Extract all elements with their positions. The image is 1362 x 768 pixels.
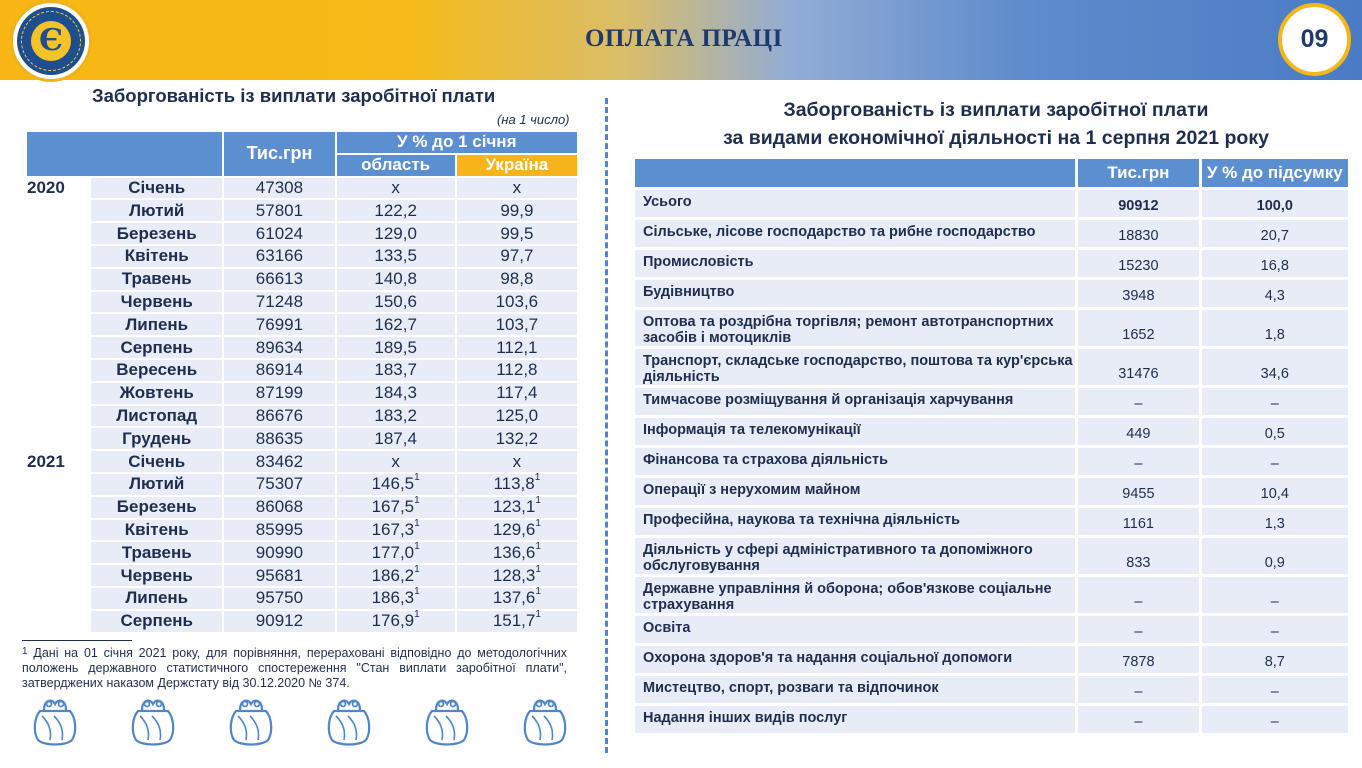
footnote-ref: 1: [414, 540, 420, 552]
percent-cell: 20,7: [1202, 220, 1348, 247]
table-row: [27, 565, 577, 586]
value-cell: 95750: [224, 588, 334, 609]
value-cell: 61024: [224, 223, 334, 244]
percent-cell: 1,3: [1202, 508, 1348, 535]
ukraine-percent-value: 112,8: [496, 360, 538, 380]
footnote-ref: 1: [535, 586, 541, 598]
percent-cell: –: [1202, 388, 1348, 415]
table-row: [27, 497, 577, 518]
region-percent-cell: [337, 565, 455, 586]
ukraine-percent-cell: [457, 565, 577, 586]
value-cell: 90912: [1078, 190, 1198, 217]
table-row: [635, 388, 1348, 415]
activity-name-cell: Фінансова та страхова діяльність: [635, 448, 1075, 475]
value-cell: 86914: [224, 360, 334, 381]
ukraine-percent-cell: [457, 406, 577, 427]
ukraine-percent-value: 103,6: [495, 291, 539, 311]
percent-cell: –: [1202, 676, 1348, 703]
table-row: [27, 611, 577, 632]
activity-name-cell: Освіта: [635, 616, 1075, 643]
footnote-ref: 1: [534, 472, 541, 484]
footnote: [22, 646, 567, 691]
month-cell: Січень: [91, 178, 222, 199]
ukraine-percent-cell: [457, 517, 577, 541]
year-cell: [27, 292, 89, 313]
region-percent-value: 177,0: [371, 542, 415, 562]
year-cell: [27, 406, 89, 427]
ukraine-percent-cell: [457, 223, 577, 244]
table-row: [635, 538, 1348, 574]
right-table-title: [640, 96, 1352, 152]
header-banner: [0, 0, 1362, 80]
footnote-ref: 1: [414, 472, 420, 484]
year-cell: 2021: [27, 451, 89, 472]
region-percent-value: 129,0: [374, 223, 417, 243]
region-percent-value: 162,7: [374, 314, 417, 334]
region-percent-cell: [337, 200, 455, 221]
footnote-ref: 1: [414, 517, 420, 529]
month-cell: Березень: [91, 223, 222, 244]
month-cell: Жовтень: [91, 383, 222, 404]
region-percent-value: х: [391, 451, 400, 471]
footnote-ref: 1: [414, 495, 420, 507]
month-cell: Грудень: [91, 428, 222, 449]
table-row: [635, 646, 1348, 673]
purse-icon: [324, 696, 374, 748]
ukraine-percent-cell: [457, 269, 577, 290]
value-cell: 66613: [224, 269, 334, 290]
ukraine-percent-cell: [457, 428, 577, 449]
table-row: [635, 706, 1348, 733]
value-cell: 15230: [1078, 250, 1198, 277]
ukraine-percent-cell: [457, 451, 577, 472]
table-row: [27, 451, 577, 472]
month-cell: Листопад: [91, 406, 222, 427]
region-percent-cell: [337, 246, 455, 267]
region-percent-value: 186,2: [371, 565, 415, 585]
activity-name-cell: Будівництво: [635, 280, 1075, 307]
ukraine-percent-value: 136,6: [492, 542, 536, 562]
footnote-ref: 1: [535, 517, 541, 529]
empty-header-cell: [27, 132, 222, 176]
table-row: [635, 220, 1348, 247]
value-cell: 7878: [1078, 646, 1198, 673]
table-row: [635, 280, 1348, 307]
region-percent-cell: [337, 383, 455, 404]
activity-name-cell: Транспорт, складське господарство, поштова та кур'єрська діяльність: [635, 349, 1075, 385]
table-row: [635, 418, 1348, 445]
year-cell: [27, 269, 89, 290]
activity-name-cell: Мистецтво, спорт, розваги та відпочинок: [635, 676, 1075, 703]
year-cell: [27, 383, 89, 404]
year-cell: [27, 611, 89, 632]
region-percent-cell: [337, 588, 455, 609]
value-cell: –: [1078, 448, 1198, 475]
ukraine-percent-cell: [457, 474, 577, 495]
column-header-region: область: [337, 155, 455, 176]
value-cell: 89634: [224, 337, 334, 358]
value-cell: 95681: [224, 565, 334, 586]
ukraine-percent-cell: [457, 246, 577, 267]
region-percent-value: 183,2: [374, 405, 417, 425]
ukraine-percent-cell: [457, 360, 577, 381]
region-percent-cell: [337, 611, 455, 632]
table-row: [635, 616, 1348, 643]
region-percent-value: 189,5: [374, 337, 417, 357]
region-percent-value: 184,3: [374, 383, 417, 403]
value-cell: –: [1078, 616, 1198, 643]
activity-name-cell: Діяльність у сфері адміністративного та допоміжного обслуговування: [635, 538, 1075, 574]
value-cell: –: [1078, 577, 1198, 613]
region-percent-value: 150,6: [374, 291, 417, 311]
percent-cell: 8,7: [1202, 646, 1348, 673]
table-row: [27, 246, 577, 267]
purse-icon: [422, 696, 472, 748]
year-cell: [27, 314, 89, 335]
ukraine-percent-value: 129,6: [492, 519, 536, 539]
logo-ring: [21, 11, 81, 71]
panel-divider: [605, 98, 608, 753]
empty-header-cell: [635, 159, 1075, 187]
ukraine-percent-cell: [457, 178, 577, 199]
table-row: [27, 474, 577, 495]
column-header-thousands: Тис.грн: [224, 132, 334, 176]
footnote-mark: 1: [22, 646, 28, 657]
derzhstat-logo: [10, 0, 92, 82]
value-cell: 90990: [224, 542, 334, 563]
month-cell: Травень: [91, 269, 222, 290]
year-cell: [27, 223, 89, 244]
ukraine-percent-value: 113,8: [493, 474, 535, 494]
percent-cell: –: [1202, 448, 1348, 475]
table-row: [27, 588, 577, 609]
value-cell: 86676: [224, 406, 334, 427]
purse-icon: [226, 696, 276, 748]
year-cell: [27, 428, 89, 449]
value-cell: 71248: [224, 292, 334, 313]
region-percent-cell: [337, 517, 455, 541]
year-cell: [27, 200, 89, 221]
percent-cell: 100,0: [1202, 190, 1348, 217]
table-row: [27, 383, 577, 404]
table-row: [27, 337, 577, 358]
value-cell: 83462: [224, 451, 334, 472]
year-cell: 2020: [27, 178, 89, 199]
footnote-ref: 1: [414, 609, 420, 621]
percent-cell: 1,8: [1202, 310, 1348, 346]
table-row: [635, 577, 1348, 613]
activity-name-cell: Інформація та телекомунікації: [635, 418, 1075, 445]
value-cell: 1161: [1078, 508, 1198, 535]
region-percent-cell: [337, 360, 455, 381]
month-cell: Січень: [91, 451, 222, 472]
activity-name-cell: Промисловість: [635, 250, 1075, 277]
region-percent-value: 146,5: [371, 474, 415, 494]
left-table-body: [27, 178, 577, 632]
value-cell: 63166: [224, 246, 334, 267]
value-cell: 449: [1078, 418, 1198, 445]
year-cell: [27, 246, 89, 267]
value-cell: 85995: [224, 520, 334, 541]
logo-letter: Є: [31, 21, 71, 61]
table-row: [635, 676, 1348, 703]
ukraine-percent-value: х: [512, 177, 522, 197]
table-row: [27, 200, 577, 221]
column-header-thousands: Тис.грн: [1078, 159, 1198, 187]
ukraine-percent-cell: [457, 542, 577, 563]
right-title-line2: за видами економічної діяльності на 1 серпня 2021 року: [723, 127, 1269, 149]
month-cell: Липень: [91, 588, 222, 609]
value-cell: 75307: [224, 474, 334, 495]
activity-name-cell: Професійна, наукова та технічна діяльність: [635, 508, 1075, 535]
value-cell: –: [1078, 388, 1198, 415]
activity-name-cell: Державне управління й оборона; обов'язкове соціальне страхування: [635, 577, 1075, 613]
region-percent-cell: [337, 178, 455, 199]
ukraine-percent-value: 99,5: [500, 223, 534, 243]
ukraine-percent-value: х: [512, 451, 522, 471]
ukraine-percent-cell: [457, 337, 577, 358]
month-cell: Квітень: [91, 520, 222, 541]
footnote-ref: 1: [414, 563, 420, 575]
table-row: [635, 250, 1348, 277]
ukraine-percent-value: 125,0: [495, 405, 539, 425]
value-cell: 833: [1078, 538, 1198, 574]
value-cell: 9455: [1078, 478, 1198, 505]
region-percent-value: 133,5: [374, 246, 417, 266]
table-row: [635, 310, 1348, 346]
wage-arrears-by-activity-table: [632, 156, 1351, 736]
region-percent-cell: [337, 428, 455, 449]
activity-name-cell: Операції з нерухомим майном: [635, 478, 1075, 505]
footnote-ref: 1: [535, 563, 541, 575]
region-percent-cell: [337, 269, 455, 290]
ukraine-percent-value: 123,1: [492, 497, 536, 517]
activity-name-cell: Усього: [635, 190, 1075, 217]
footnote-ref: 1: [535, 495, 541, 507]
region-percent-cell: [337, 314, 455, 335]
month-cell: Квітень: [91, 246, 222, 267]
activity-name-cell: Охорона здоров'я та надання соціальної допомоги: [635, 646, 1075, 673]
value-cell: 57801: [224, 200, 334, 221]
month-cell: Серпень: [91, 611, 222, 632]
footnote-ref: 1: [535, 540, 541, 552]
ukraine-percent-value: 97,7: [500, 246, 534, 266]
percent-cell: 0,9: [1202, 538, 1348, 574]
value-cell: –: [1078, 676, 1198, 703]
month-cell: Лютий: [91, 200, 222, 221]
year-cell: [27, 542, 89, 563]
value-cell: 18830: [1078, 220, 1198, 247]
purse-icon: [128, 696, 178, 748]
month-cell: Березень: [91, 497, 222, 518]
year-cell: [27, 565, 89, 586]
ukraine-percent-value: 112,1: [496, 337, 538, 357]
page-title: ОПЛАТА ПРАЦІ: [585, 25, 783, 52]
ukraine-percent-value: 117,4: [496, 383, 538, 403]
activity-name-cell: Сільське, лісове господарство та рибне господарство: [635, 220, 1075, 247]
percent-cell: 34,6: [1202, 349, 1348, 385]
month-cell: Червень: [91, 292, 222, 313]
table-row: [27, 520, 577, 541]
right-table-body: [635, 190, 1348, 733]
ukraine-percent-value: 137,6: [492, 588, 536, 608]
region-percent-value: х: [391, 177, 400, 197]
logo-emblem: [17, 7, 85, 75]
value-cell: 1652: [1078, 310, 1198, 346]
year-cell: [27, 360, 89, 381]
value-cell: 90912: [224, 611, 334, 632]
region-percent-value: 186,3: [371, 588, 415, 608]
region-percent-cell: [337, 223, 455, 244]
value-cell: –: [1078, 706, 1198, 733]
region-percent-value: 167,3: [371, 519, 415, 539]
purse-icon: [30, 696, 80, 748]
ukraine-percent-cell: [457, 588, 577, 609]
value-cell: 47308: [224, 178, 334, 199]
column-header-percent: У % до 1 січня: [337, 132, 577, 153]
footnote-ref: 1: [414, 586, 420, 598]
footnote-ref: 1: [535, 609, 541, 621]
percent-cell: 10,4: [1202, 478, 1348, 505]
percent-cell: –: [1202, 706, 1348, 733]
table-row: [635, 478, 1348, 505]
region-percent-cell: [337, 292, 455, 313]
value-cell: 3948: [1078, 280, 1198, 307]
ukraine-percent-value: 99,9: [500, 200, 534, 220]
table-row: [27, 542, 577, 563]
value-cell: 88635: [224, 428, 334, 449]
table-row: [635, 508, 1348, 535]
month-cell: Вересень: [91, 360, 222, 381]
month-cell: Червень: [91, 565, 222, 586]
table-row: [635, 448, 1348, 475]
ukraine-percent-cell: [457, 292, 577, 313]
table-row: [27, 269, 577, 290]
region-percent-value: 122,2: [374, 200, 417, 220]
region-percent-cell: [337, 406, 455, 427]
table-row: [635, 349, 1348, 385]
year-cell: [27, 474, 89, 495]
ukraine-percent-value: 151,7: [492, 611, 536, 631]
activity-name-cell: Тимчасове розміщування й організація харчування: [635, 388, 1075, 415]
ukraine-percent-cell: [457, 383, 577, 404]
table-row: [27, 292, 577, 313]
value-cell: 86068: [224, 497, 334, 518]
ukraine-percent-cell: [457, 200, 577, 221]
value-cell: 87199: [224, 383, 334, 404]
table-row: [27, 223, 577, 244]
table-row: [27, 178, 577, 199]
footnote-divider: [22, 640, 132, 641]
region-percent-cell: [337, 474, 455, 495]
value-cell: 31476: [1078, 349, 1198, 385]
region-percent-value: 176,9: [371, 611, 415, 631]
year-cell: [27, 337, 89, 358]
left-table-title: Заборгованість із виплати заробітної плати: [92, 85, 496, 106]
region-percent-value: 187,4: [374, 428, 417, 448]
ukraine-percent-value: 98,8: [500, 269, 534, 289]
activity-name-cell: Надання інших видів послуг: [635, 706, 1075, 733]
table-row: [27, 406, 577, 427]
table-row: [27, 428, 577, 449]
month-cell: Липень: [91, 314, 222, 335]
total-row: [635, 190, 1348, 217]
percent-cell: 16,8: [1202, 250, 1348, 277]
value-cell: 76991: [224, 314, 334, 335]
region-percent-cell: [337, 337, 455, 358]
wage-arrears-monthly-table: [25, 130, 579, 634]
activity-name-cell: Оптова та роздрібна торгівля; ремонт автотранспортних засобів і мотоциклів: [635, 310, 1075, 346]
ukraine-percent-cell: [457, 497, 577, 518]
region-percent-value: 140,8: [374, 269, 417, 289]
table-row: [27, 360, 577, 381]
year-cell: [27, 497, 89, 518]
ukraine-percent-cell: [457, 611, 577, 632]
right-title-line1: Заборгованість із виплати заробітної плати: [783, 99, 1209, 121]
percent-cell: –: [1202, 577, 1348, 613]
percent-cell: –: [1202, 616, 1348, 643]
column-header-percent-total: У % до підсумку: [1202, 159, 1348, 187]
table-row: [27, 314, 577, 335]
column-header-ukraine: Україна: [457, 155, 577, 176]
ukraine-percent-value: 103,7: [495, 314, 539, 334]
month-cell: Травень: [91, 542, 222, 563]
ukraine-percent-cell: [457, 314, 577, 335]
ukraine-percent-value: 132,2: [495, 428, 539, 448]
purse-icon: [520, 696, 570, 748]
region-percent-cell: [337, 497, 455, 518]
year-cell: [27, 520, 89, 541]
page-number-badge: 09: [1278, 3, 1351, 76]
purse-icons-row: [30, 696, 580, 751]
left-table-note: (на 1 число): [497, 112, 570, 127]
month-cell: Лютий: [91, 474, 222, 495]
region-percent-cell: [337, 451, 455, 472]
region-percent-value: 183,7: [374, 360, 417, 380]
region-percent-value: 167,5: [371, 497, 415, 517]
year-cell: [27, 588, 89, 609]
percent-cell: 4,3: [1202, 280, 1348, 307]
month-cell: Серпень: [91, 337, 222, 358]
region-percent-cell: [337, 542, 455, 563]
footnote-text: Дані на 01 січня 2021 року, для порівняння, перераховані відповідно до методологічних положень державного статистичного спостереження "Стан виплати заробітної плати", затверджених наказом Держстату від 30.12.2020 № 374.: [22, 646, 567, 690]
ukraine-percent-value: 128,3: [492, 565, 536, 585]
percent-cell: 0,5: [1202, 418, 1348, 445]
